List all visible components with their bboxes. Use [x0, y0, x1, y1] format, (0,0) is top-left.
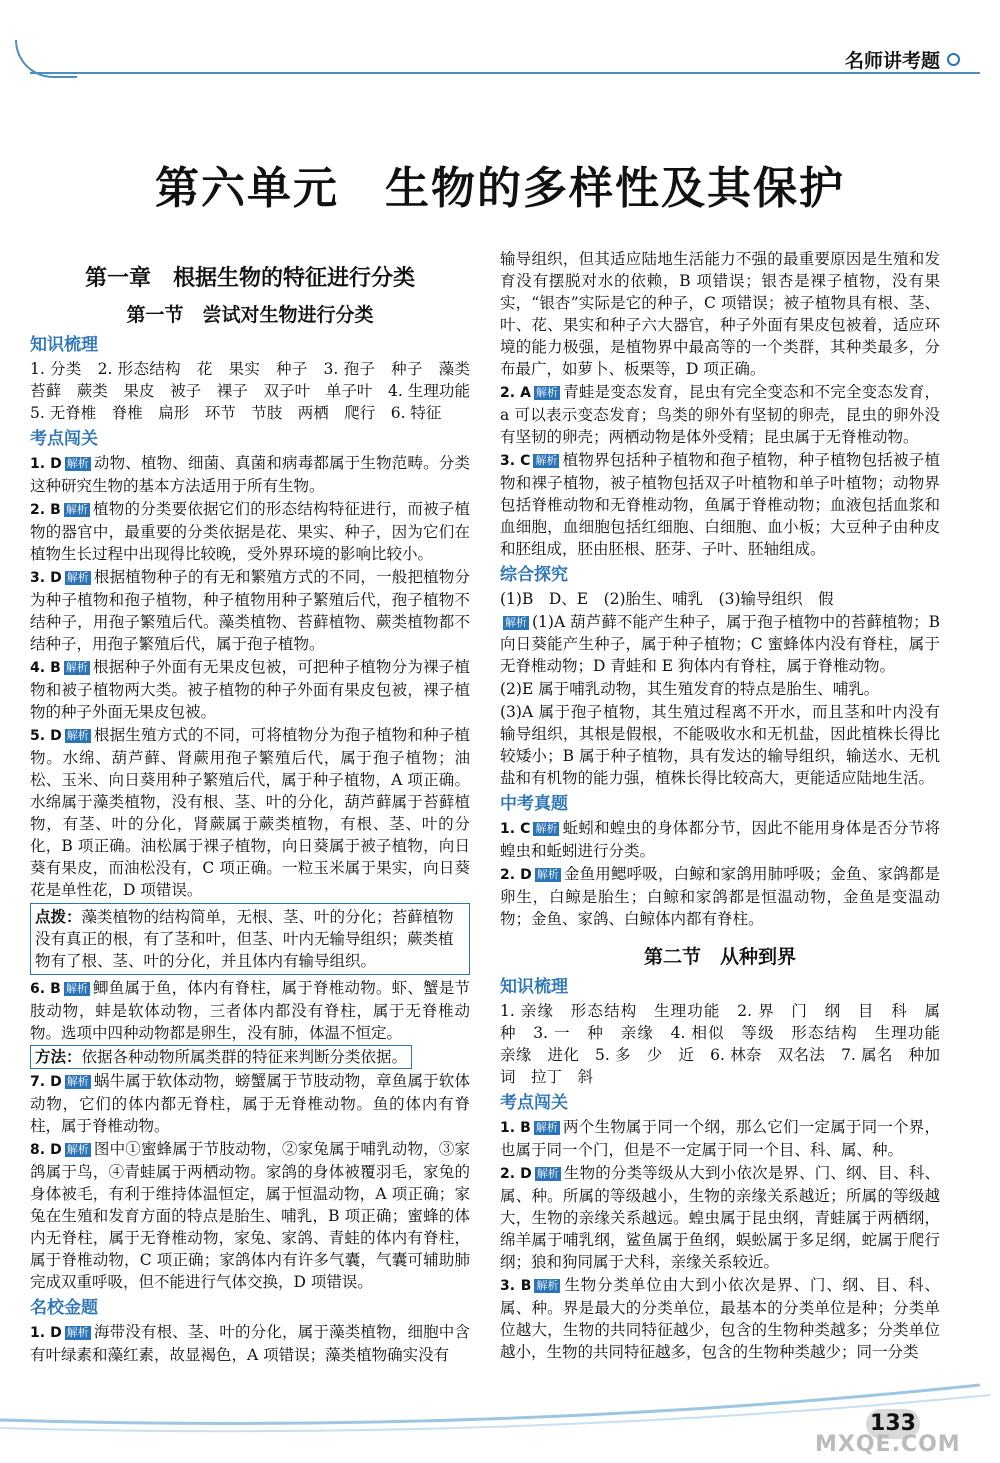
analysis-tag: 解析 [65, 503, 88, 516]
analysis-tag: 解析 [66, 571, 89, 584]
subhead-zhishi: 知识梳理 [30, 335, 98, 355]
analysis-tag: 解析 [535, 822, 558, 835]
answer-item: 3. B 解析 生物分类单位由大到小依次是界、门、纲、目、科、属、种。界是最大的分类单位，最基本的分类单位是种；分类单位越大，生物的共同特征越少，包含的生物种类越多；分类单位越小，生物的共同特征越多，包含的生物种类越少；同一分类 [500, 1276, 940, 1361]
method-line: 方法：依据各种动物所属类群的特征来判断分类依据。 [30, 1045, 470, 1069]
answer-item: 1. C 解析 蚯蚓和蝗虫的身体都分节，因此不能用身体是否分节将蝗虫和蚯蚓进行分类。 [500, 819, 940, 860]
chapter-title: 第一章 根据生物的特征进行分类 [84, 266, 415, 291]
analysis-tag: 解析 [66, 1143, 89, 1156]
inquiry-answers: (1)B D、E (2)胎生、哺乳 (3)输导组织 假 [500, 590, 834, 608]
answer-item: 2. D 解析 金鱼用鳃呼吸，白鲸和家鸽用肺呼吸；金鱼、家鸽都是卵生，白鲸是胎生；白鲸和家鸽都是恒温动物，金鱼是变温动物；金鱼、家鸽、白鲸体内都有脊柱。 [500, 865, 940, 928]
answer-item: 4. B 解析 根据种子外面有无果皮包被，可把种子植物分为裸子植物和被子植物两大类。被子植物的种子外面有果皮包被，裸子植物的种子外面无果皮包被。 [30, 658, 470, 721]
subhead-kaodian-2: 考点闯关 [500, 1093, 568, 1113]
answer-item: 1. B 解析 两个生物属于同一个纲，那么它们一定属于同一个界，也属于同一个门，但是不一定属于同一个目、科、属、种。 [500, 1118, 940, 1159]
unit-title: 第六单元 生物的多样性及其保护 [155, 163, 845, 214]
analysis-tag: 解析 [535, 386, 558, 399]
subhead-zhishi-2: 知识梳理 [500, 977, 568, 997]
analysis-tag: 解析 [536, 868, 559, 881]
analysis-tag: 解析 [66, 1326, 89, 1339]
inquiry-analysis: 解析 (1)A 葫芦藓不能产生种子，属于孢子植物中的苔藓植物；B 向日葵能产生种子，属于种子植物；C 蜜蜂体内没有脊柱，属于无脊椎动物；D 青蛙和 E 狗体内有脊柱，属于脊椎动物。 [500, 613, 940, 675]
left-column [30, 248, 486, 1367]
footer-curve [0, 1380, 1000, 1440]
analysis-tag: 解析 [505, 616, 527, 629]
subhead-zhongkao: 中考真题 [500, 794, 568, 814]
analysis-tag: 解析 [65, 661, 88, 674]
answer-item: 8. D 解析 图中①蜜蜂属于节肢动物，②家兔属于哺乳动物，③家鸽属于鸟，④青蛙属于两栖动物。家鸽的身体被覆羽毛，家兔的身体被毛，有利于维持体温恒定，属于恒温动物，A 项正确；家兔在生殖和发育方面的特点是胎生、哺乳，B 项正确；蜜蜂的体内无脊柱，属于无脊椎动物，家兔、家鸽、青蛙的体内有脊柱，属于脊椎动物，C 项正确；家鸽体内有许多气囊，气囊可辅助肺完成双重呼吸，但不能进行气体交换，D 项错误。 [30, 1140, 470, 1291]
section-title: 第一节 尝试对生物进行分类 [126, 304, 374, 326]
continued-text: 输导组织，但其适应陆地生活能力不强的最重要原因是生殖和发育没有摆脱对水的依赖，B 项错误；银杏是裸子植物，没有果实，“银杏”实际是它的种子，C 项错误；被子植物具有根、茎、叶、花、果实和种子六大器官，种子外面有果皮包被着，适应环境的能力极强，是植物界中最高等的一个类群，其种类最多，分布最广，如萝卜、板栗等，D 项正确。 [500, 250, 940, 378]
right-column [500, 248, 956, 1364]
section-title-2: 第二节 从种到界 [643, 946, 796, 968]
analysis-tag: 解析 [66, 1075, 89, 1088]
answer-item: 1. D 解析 海带没有根、茎、叶的分化，属于藻类植物，细胞中含有叶绿素和藻红素，故显褐色，A 项错误；藻类植物确实没有 [30, 1323, 470, 1364]
analysis-tag: 解析 [65, 982, 88, 995]
subhead-zonghe: 综合探究 [500, 565, 568, 585]
analysis-tag: 解析 [535, 454, 558, 467]
answer-item: 3. C 解析 植物界包括种子植物和孢子植物，种子植物包括被子植物和裸子植物，被子植物包括双子叶植物和单子叶植物；动物界包括脊椎动物和无脊椎动物，鱼属于脊椎动物；血液包括血浆和血细胞，血细胞包括红细胞、白细胞、血小板；大豆种子由种皮和胚组成，胚由胚根、胚芽、子叶、胚轴组成。 [500, 451, 940, 558]
inquiry-analysis-3: (3)A 属于孢子植物，其生殖过程离不开水，而且茎和叶内没有输导组织，其根是假根，不能吸收水和无机盐，因此植株长得比较矮小；B 属于种子植物，具有发达的输导组织，输送水、无机盐和有机物的能力强，植株长得比较高大，更能适应陆地生活。 [500, 703, 940, 787]
answer-item: 6. B 解析 鲫鱼属于鱼，体内有脊柱，属于脊椎动物。虾、蟹是节肢动物，蚌是软体动物，三者体内都没有脊柱，属于无脊椎动物。选项中四种动物都是卵生，没有肺，体温不恒定。 [30, 979, 470, 1042]
knowledge-text-2: 1. 亲缘 形态结构 生理功能 2. 界 门 纲 目 科 属 种 3. 一 种 亲缘 4. 相似 等级 形态结构 生理功能 亲缘 进化 5. 多 少 近 6. 林奈 双名法 7. 属名 种加词 拉丁 斜 [500, 1002, 956, 1086]
circle-icon [947, 53, 960, 66]
subhead-mingxiao: 名校金题 [30, 1298, 98, 1318]
knowledge-text: 1. 分类 2. 形态结构 花 果实 种子 3. 孢子 种子 藻类 苔藓 蕨类 果皮 被子 裸子 双子叶 单子叶 4. 生理功能 5. 无脊椎 脊椎 扁形 环节 节肢 两栖 爬行 6. 特征 [30, 360, 486, 422]
analysis-tag: 解析 [535, 1121, 558, 1134]
header-rule [30, 72, 800, 74]
answer-item: 3. D 解析 根据植物种子的有无和繁殖方式的不同，一般把植物分为种子植物和孢子植物，种子植物用种子繁殖后代，孢子植物不结种子，用孢子繁殖后代。藻类植物、苔藓植物、蕨类植物都不结种子，用孢子繁殖后代，属于孢子植物。 [30, 568, 470, 653]
inquiry-analysis-2: (2)E 属于哺乳动物，其生殖发育的特点是胎生、哺乳。 [500, 680, 880, 698]
page-number: 133 [866, 1409, 920, 1439]
answer-item: 2. B 解析 植物的分类要依据它们的形态结构特征进行，而被子植物的器官中，最重要的分类依据是花、果实、种子，因为它们在植物生长过程中出现得比较晚，受外界环境的影响比较小。 [30, 500, 470, 563]
tip-box: 点拨：藻类植物的结构简单，无根、茎、叶的分化；苔藓植物没有真正的根，有了茎和叶，但茎、叶内无输导组织；蕨类植物有了根、茎、叶的分化，并且体内有输导组织。 [30, 903, 470, 975]
analysis-tag: 解析 [66, 457, 89, 470]
answer-item: 2. A 解析 青蛙是变态发育，昆虫有完全变态和不完全变态发育，a 可以表示变态发育；鸟类的卵外有坚韧的卵壳，昆虫的卵外没有坚韧的卵壳；两栖动物是体外受精；昆虫属于无脊椎动物。 [500, 383, 940, 446]
analysis-tag: 解析 [66, 729, 89, 742]
analysis-tag: 解析 [536, 1279, 559, 1292]
running-header: 名师讲考题 [844, 50, 940, 72]
analysis-tag: 解析 [536, 1167, 559, 1180]
subhead-kaodian: 考点闯关 [30, 429, 98, 449]
answer-item: 1. D 解析 动物、植物、细菌、真菌和病毒都属于生物范畴。分类这种研究生物的基本方法适用于所有生物。 [30, 454, 470, 495]
watermark: MXQE.COM [815, 1432, 961, 1457]
answer-item: 7. D 解析 蜗牛属于软体动物，螃蟹属于节肢动物，章鱼属于软体动物，它们的体内都无脊柱，属于无脊椎动物。鱼的体内有脊柱，属于脊椎动物。 [30, 1072, 470, 1135]
answer-item: 5. D 解析 根据生殖方式的不同，可将植物分为孢子植物和种子植物。水绵、葫芦藓、肾蕨用孢子繁殖后代，属于孢子植物；油松、玉米、向日葵用种子繁殖后代，属于种子植物，A 项正确。水绵属于藻类植物，没有根、茎、叶的分化，葫芦藓属于苔藓植物，有茎、叶的分化，肾蕨属于蕨类植物，有根、茎、叶的分化，B 项正确。油松属于裸子植物，向日葵属于被子植物，向日葵有果皮，而油松没有，C 项正确。一粒玉米属于果实，向日葵花是单性花，D 项错误。 [30, 726, 470, 899]
answer-item: 2. D 解析 生物的分类等级从大到小依次是界、门、纲、目、科、属、种。所属的等级越小，生物的亲缘关系越近；所属的等级越大，生物的亲缘关系越远。蝗虫属于昆虫纲，青蛙属于两栖纲，绵羊属于哺乳纲，鲨鱼属于鱼纲，蜈蚣属于多足纲，蛇属于爬行纲；狼和狗同属于犬科，亲缘关系较近。 [500, 1164, 940, 1271]
